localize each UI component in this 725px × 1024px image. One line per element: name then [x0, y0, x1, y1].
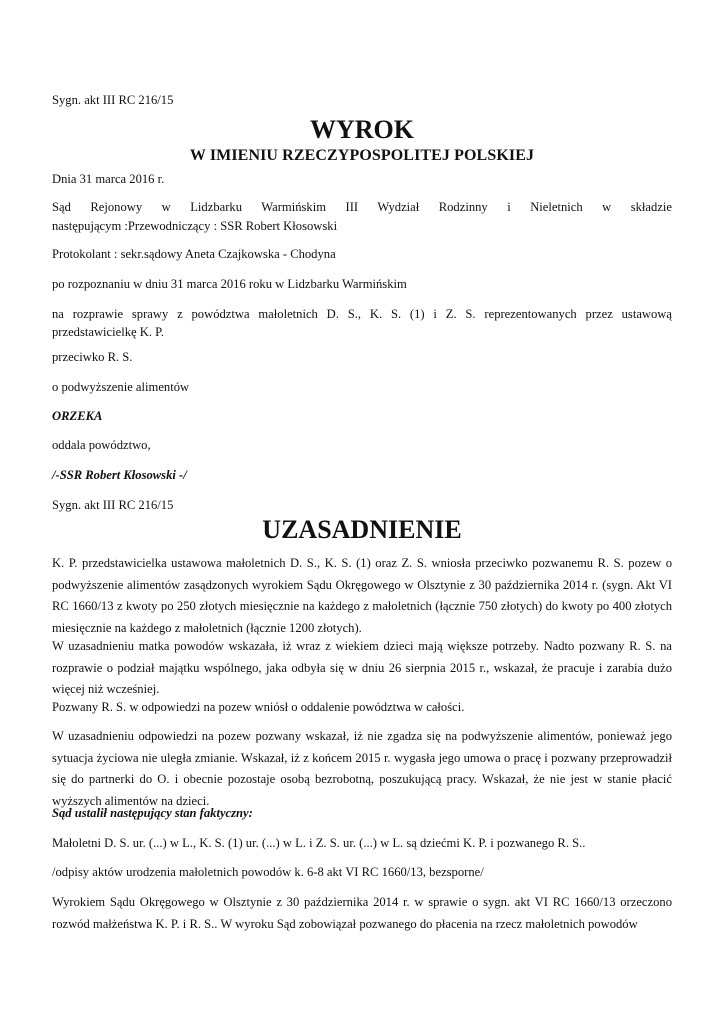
facts-heading: Sąd ustalił następujący stan faktyczny:: [52, 806, 253, 820]
court-composition-line-2: następującym :Przewodniczący : SSR Robert Kłosowski: [52, 219, 338, 233]
case-signature-mid: Sygn. akt III RC 216/15: [52, 498, 174, 512]
case-description-line-2: przedstawicielkę K. P.: [52, 325, 164, 339]
justification-paragraph: W uzasadnieniu odpowiedzi na pozew pozwany wskazał, iż nie zgadza się na podwyższenie alimentów, ponieważ jego sytuacja życiowa nie uległa zmianie. Wskazał, iż z końcem 2015 r. wygasła jego umowa o pracę i pozwany przeprowadził się do partnerki do O. i obecnie pozostaje osobą bezrobotną, poszukującą pracy. Wskazał, że nie jest w stanie płacić wyższych alimentów na dzieci.: [52, 729, 672, 808]
evidence-note: /odpisy aktów urodzenia małoletnich powodów k. 6-8 akt VI RC 1660/13, bezsporne/: [52, 865, 484, 879]
justification-title: UZASADNIENIE: [262, 515, 462, 544]
subject-line: o podwyższenie alimentów: [52, 380, 190, 394]
case-description-line-1: na rozprawie sprawy z powództwa małoletnich D. S., K. S. (1) i Z. S. reprezentowanych przez ustawową: [52, 307, 672, 321]
justification-paragraph: K. P. przedstawicielka ustawowa małoletnich D. S., K. S. (1) oraz Z. S. wniosła przeciwko pozwanemu R. S. pozew o podwyższenie alimentów zasądzonych wyrokiem Sądu Okręgowego w Olsztynie z 30 października 2014 r. (sygn. Akt VI RC 1660/13 z kwoty po 250 złotych miesięcznie na każdego z małoletnich (łącznie 750 złotych) do kwoty po 400 złotych miesięcznie na każdego z małoletnich (łącznie 1200 złotych).: [52, 556, 672, 635]
clerk-line: Protokolant : sekr.sądowy Aneta Czajkowska - Chodyna: [52, 247, 336, 261]
judgment-title: WYROK: [310, 115, 414, 144]
justification-paragraph: W uzasadnieniu matka powodów wskazała, iż wraz z wiekiem dzieci mają większe potrzeby. Nadto pozwany R. S. na rozprawie o podział majątku wspólnego, jaka odbyła się w dniu 26 sierpnia 2015 r., wskazał, że pracuje i zarabia dużo więcej niż wcześniej.: [52, 639, 672, 696]
facts-paragraph: Wyrokiem Sądu Okręgowego w Olsztynie z 30 października 2014 r. w sprawie o sygn. akt VI RC 1660/13 orzeczono rozwód małżeństwa K. P. i R. S.. W wyroku Sąd zobowiązał pozwanego do płacenia na rzecz małoletnich powodów: [52, 895, 672, 931]
hearing-line: po rozpoznaniu w dniu 31 marca 2016 roku w Lidzbarku Warmińskim: [52, 277, 407, 291]
justification-paragraph: Pozwany R. S. w odpowiedzi na pozew wniósł o oddalenie powództwa w całości.: [52, 700, 465, 714]
ruling-line: oddala powództwo,: [52, 438, 151, 452]
against-line: przeciwko R. S.: [52, 350, 133, 364]
judge-signature: /-SSR Robert Kłosowski -/: [52, 468, 187, 482]
case-signature-top: Sygn. akt III RC 216/15: [52, 93, 174, 107]
facts-paragraph: Małoletni D. S. ur. (...) w L., K. S. (1) ur. (...) w L. i Z. S. ur. (...) w L. są dziećmi K. P. i pozwanego R. S..: [52, 836, 586, 850]
court-composition-line-1: Sąd Rejonowy w Lidzbarku Warmińskim III Wydział Rodzinny i Nieletnich w składzie: [52, 200, 672, 214]
judgment-subtitle: W IMIENIU RZECZYPOSPOLITEJ POLSKIEJ: [189, 147, 535, 164]
date-line: Dnia 31 marca 2016 r.: [52, 172, 165, 186]
orzeka-heading: ORZEKA: [52, 409, 103, 423]
